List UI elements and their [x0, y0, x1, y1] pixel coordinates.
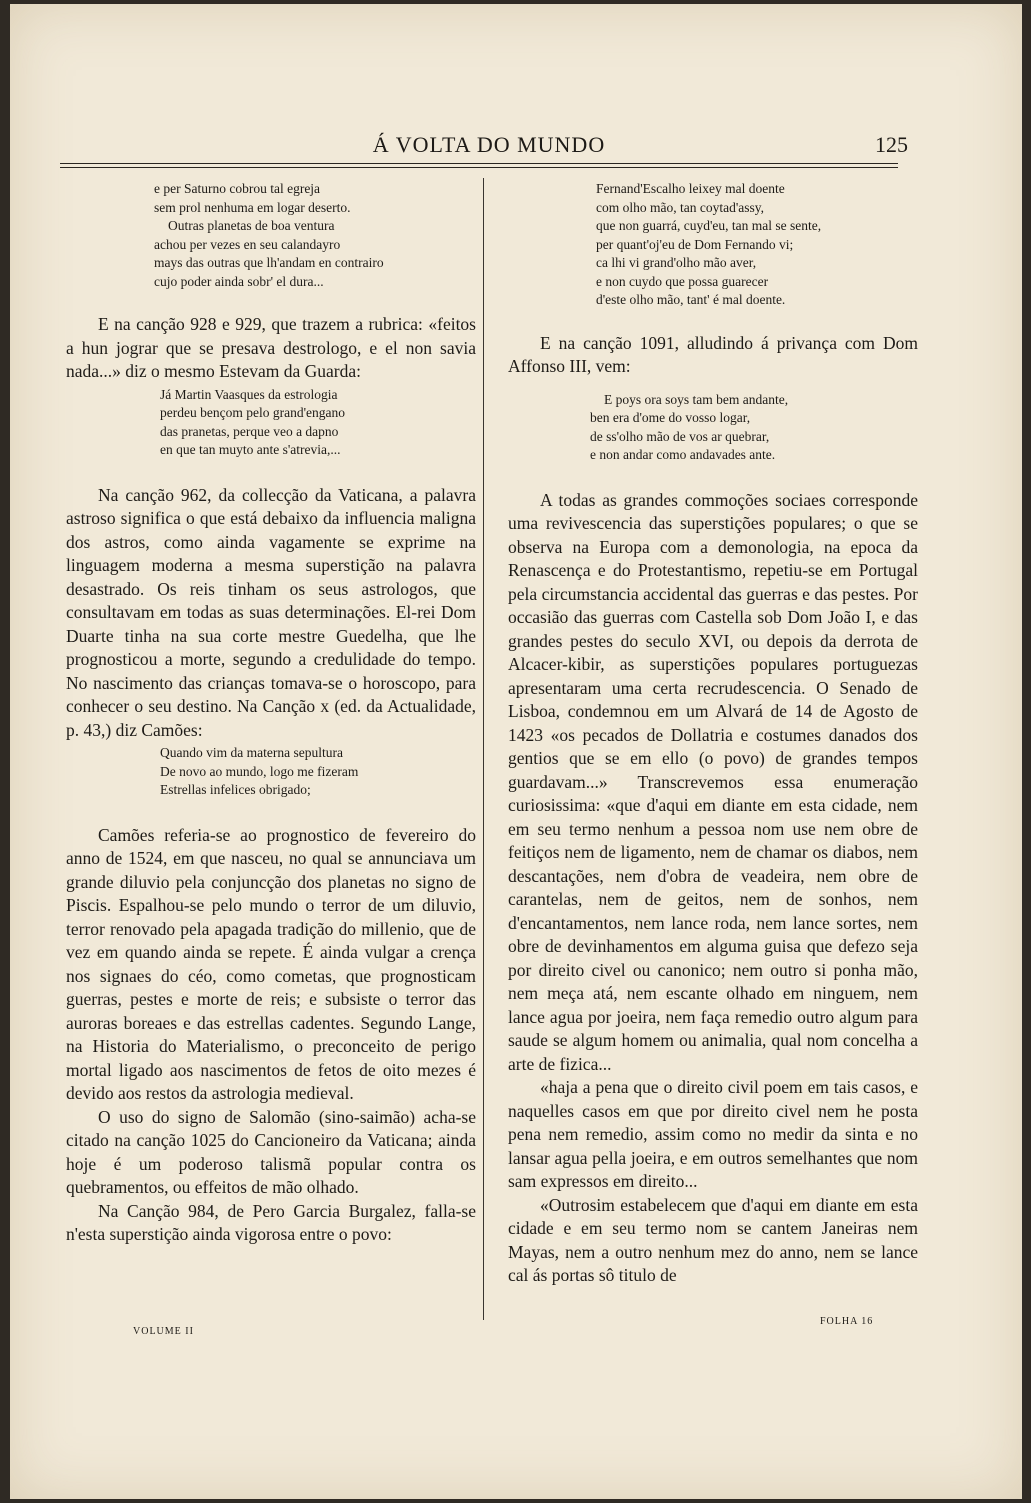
verse-line: De novo ao mundo, logo me fizeram [160, 763, 359, 779]
verse-line: en que tan muyto ante s'atrevia,... [160, 442, 341, 457]
paragraph: «Outrosim estabelecem que d'aqui em diante em esta cidade e em seu termo nom se cantem Janeiras nem Mayas, nem a outro nenhum mez do anno, nem se lance cal ás portas sô titulo de [508, 1194, 918, 1285]
header-rule-thin [60, 167, 898, 168]
verse-line: e non andar como andavades ante. [590, 447, 776, 462]
folha-signature: FOLHA 16 [820, 1316, 874, 1327]
verse-line: ben era d'ome do vosso logar, [590, 410, 751, 425]
column-divider [483, 178, 484, 1320]
verse-line: sem prol nenhuma em logar deserto. [154, 199, 351, 215]
paragraph: Camões referia-se ao prognostico de fevereiro do anno de 1524, em que nasceu, no qual se annunciava um grande diluvio pela conjuncção dos planetas no signo de Piscis. Espalhou-se pelo mundo o terror de um diluvio, terror renovado pela apagada tradição do millenio, que de vez em quando ainda se repete. É ainda vulgar a crença nos signaes do céo, como cometas, que prognosticam guerras, pestes e morte de reis; e subsiste o terror das auroras boreaes e das estrellas cadentes. Segundo Lange, na Historia do Materialismo, o preconceito de perigo mortal ligado aos nascimentos de fetos de oito mezes é devido aos restos da astrologia medieval. [66, 824, 476, 1103]
verse-block [596, 180, 918, 310]
paragraph: «haja a pena que o direito civil poem em tais casos, e naquelles casos em que por direito civel nem he posta pena nem remedio, assim como no medir da sinta e no lansar agua pella joeira, e em outros semelhantes que nom sam expressos em direito... [508, 1077, 918, 1191]
verse-line: ca lhi vi grand'olho mão aver, [596, 255, 757, 270]
left-column [66, 180, 476, 1247]
paragraph: A todas as grandes commoções sociaes corresponde uma revivescencia das superstições populares; o que se observa na Europa com a demonologia, na epoca da Renascença e do Protestantismo, repetiu-se em Portugal pela circumstancia accidental das guerras e das pestes. Por occasião das guerras com Castella sob Dom João I, e das grandes pestes do seculo XVI, ou depois da derrota de Alcacer-kibir, as superstições populares portuguezas apresentaram uma certa recrudescencia. O Senado de Lisboa, condemnou em um Alvará de 14 de Agosto de 1423 «os pecados de Dollatria e costumes danados dos gentios que se em ello (o povo) de grandes tempos guardavam...» Transcrevemos essa enumeração curiosissima: «que d'aqui em diante em esta cidade, nem em seu termo nenhum a pessoa nom use nem obre de feitiços nem de ligamento, nem de chamar os diabos, nem descantações, nem d'obra de veadeira, nem obre de carantelas, nem de geitos, nem de sonhos, nem d'encantamentos, nem lance roda, nem lance sortes, nem obre de devinhamentos em alguma guisa que defezo seja por direito civel ou canonico; nem outro si ponha mão, nem meça atá, nem escante olhado em ninguem, nem lance agua por joeira, nem faça remedio outro algum para saude se algum homem ou animalia, qual nom concelha a arte de fizica... [508, 489, 918, 1074]
paragraph: Na canção 962, da collecção da Vaticana, a palavra astroso significa o que está debaixo da influencia maligna dos astros, como ainda vagamente se exprime na linguagem moderna a mesma superstição na palavra desastrado. Os reis tinham os seus astrologos, que consultavam em todas as suas determinações. El-rei Dom Duarte tinha na sua corte mestre Guedelha, que lhe prognosticou a morte, segundo a credulidade do tempo. No nascimento das crianças tomava-se o horoscopo, para conhecer o seu destino. Na Canção x (ed. da Actualidade, p. 43,) diz Camões: [66, 484, 476, 740]
verse-line: e per Saturno cobrou tal egreja [154, 181, 321, 196]
paragraph: E na canção 1091, alludindo á privança com Dom Affonso III, vem: [508, 332, 918, 376]
verse-block [160, 386, 476, 460]
page-header [70, 132, 908, 166]
verse-line: E poys ora soys tam bem andante, [604, 391, 789, 407]
verse-line: achou per vezes en seu calandayro [154, 236, 341, 252]
verse-line: Quando vim da materna sepultura [160, 745, 343, 760]
header-rule [60, 163, 898, 164]
verse-line: Outras planetas de boa ventura [168, 218, 335, 233]
verse-line: perdeu bençom pelo grand'engano [160, 405, 345, 420]
verse-line: que non guarrá, cuyd'eu, tan mal se sente, [596, 218, 822, 233]
verse-line: d'este olho mão, tant' é mal doente. [596, 292, 786, 307]
paragraph: O uso do signo de Salomão (sino-saimão) acha-se citado na canção 1025 do Cancioneiro da Vaticana; ainda hoje é um poderoso talismã popular contra os quebramentos, ou effeitos de mão olhado. [66, 1106, 476, 1197]
verse-line: com olho mão, tan coytad'assy, [596, 199, 765, 215]
verse-block [590, 391, 918, 465]
running-title: Á VOLTA DO MUNDO [372, 132, 606, 157]
paragraph: Na Canção 984, de Pero Garcia Burgalez, falla-se n'esta superstição ainda vigorosa entre o povo: [66, 1200, 476, 1244]
verse-line: Estrellas infelices obrigado; [160, 782, 311, 797]
verse-line: cujo poder ainda sobr' el dura... [154, 273, 324, 289]
verse-block [160, 744, 476, 800]
page-number: 125 [875, 132, 908, 157]
verse-line: Já Martin Vaasques da estrologia [160, 386, 338, 402]
volume-signature: VOLUME II [133, 1326, 194, 1337]
verse-line: das pranetas, perque veo a dapno [160, 423, 339, 439]
verse-block [154, 180, 476, 291]
verse-line: mays das outras que lh'andam en contrairo [154, 255, 384, 270]
verse-line: Fernand'Escalho leixey mal doente [596, 181, 785, 196]
verse-line: de ss'olho mão de vos ar quebrar, [590, 428, 770, 444]
verse-line: per quant'oj'eu de Dom Fernando vi; [596, 236, 794, 252]
verse-line: e non cuydo que possa guarecer [596, 273, 769, 289]
paragraph: E na canção 928 e 929, que trazem a rubrica: «feitos a hun jograr que se presava destrologo, e el non savia nada...» diz o mesmo Estevam da Guarda: [66, 314, 476, 381]
right-column [508, 180, 918, 1288]
